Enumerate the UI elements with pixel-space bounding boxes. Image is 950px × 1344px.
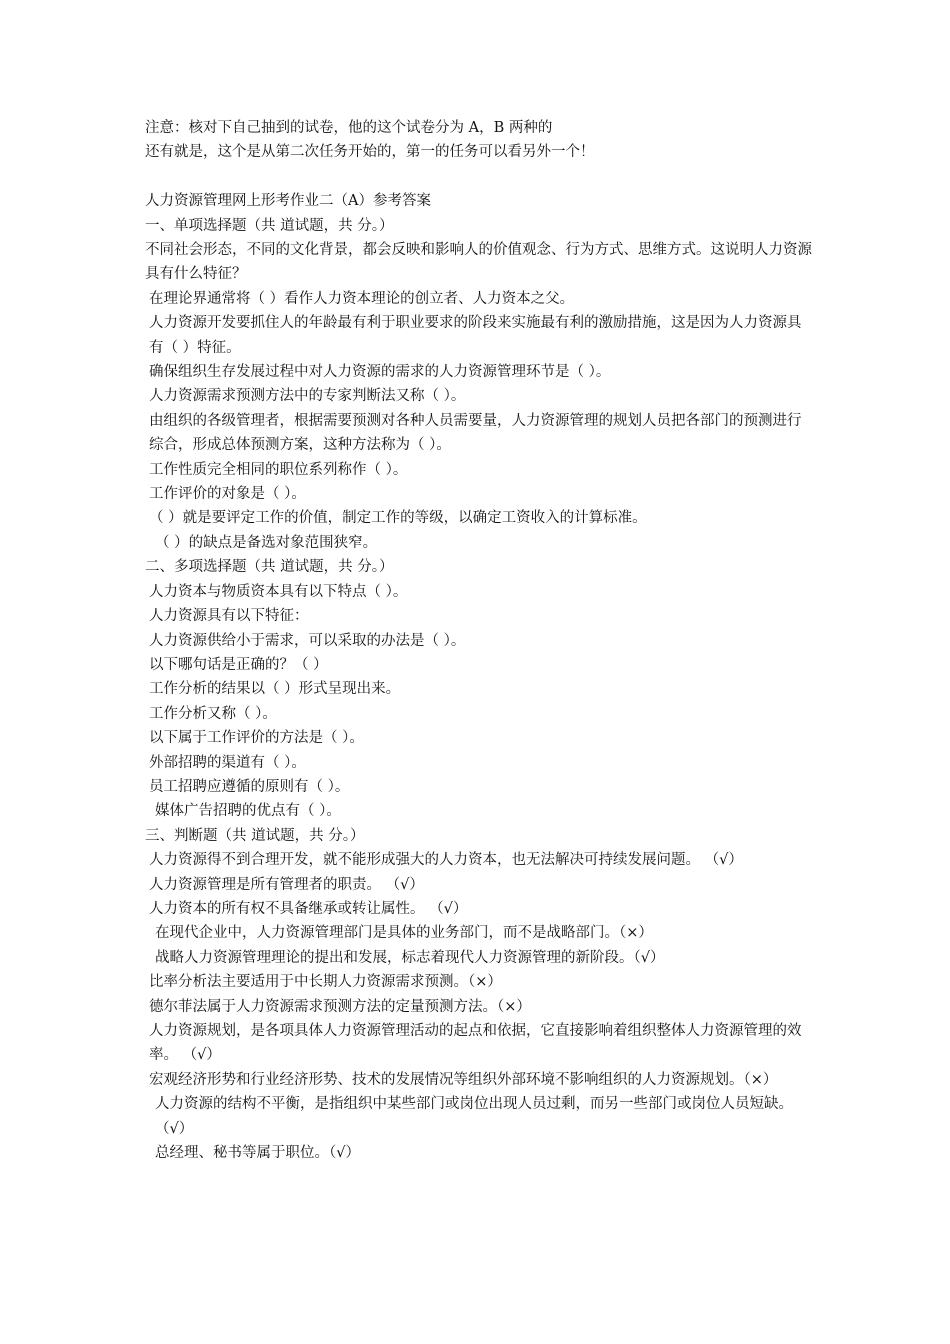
question-1-1: 不同社会形态，不同的文化背景，都会反映和影响人的价值观念、行为方式、思维方式。这说明人力资源具有什么特征？ bbox=[145, 242, 812, 283]
question-2-4: 以下哪句话是正确的？（ ） bbox=[149, 656, 328, 673]
statement-3-10: 人力资源的结构不平衡，是指组织中某些部门或岗位出现人员过剩，而另一些部门或岗位人员短缺。 （√） bbox=[155, 1096, 793, 1137]
question-2-3: 人力资源供给小于需求，可以采取的办法是（ ）。 bbox=[149, 632, 466, 649]
question-2-9: 员工招聘应遵循的原则有（ ）。 bbox=[149, 778, 350, 795]
statement-3-7: 德尔菲法属于人力资源需求预测方法的定量预测方法。（×） bbox=[149, 998, 531, 1015]
question-1-6: 由组织的各级管理者，根据需要预测对各种人员需要量，人力资源管理的规划人员把各部门的预测进行综合，形成总体预测方案，这种方法称为（ ）。 bbox=[149, 412, 802, 454]
question-1-4: 确保组织生存发展过程中对人力资源的需求的人力资源管理环节是（ ）。 bbox=[149, 364, 611, 381]
question-2-2: 人力资源具有以下特征： bbox=[149, 608, 309, 625]
statement-3-5: 战略人力资源管理理论的提出和发展，标志着现代人力资源管理的新阶段。（√） bbox=[155, 949, 665, 966]
section3-heading: 三、判断题（共 道试题，共 分。） bbox=[145, 827, 365, 844]
spacer bbox=[145, 165, 815, 189]
question-1-10: （ ）的缺点是备选对象范围狭窄。 bbox=[155, 534, 378, 551]
statement-3-2: 人力资源管理是所有管理者的职责。 （√） bbox=[149, 876, 424, 893]
statement-3-1: 人力资源得不到合理开发，就不能形成强大的人力资本，也无法解决可持续发展问题。 （√） bbox=[149, 852, 743, 869]
question-1-2: 在理论界通常将（ ）看作人力资本理论的创立者、人力资本之父。 bbox=[149, 290, 575, 307]
statement-3-11: 总经理、秘书等属于职位。（√） bbox=[155, 1145, 360, 1162]
question-2-6: 工作分析又称（ ）。 bbox=[149, 705, 277, 722]
section1-heading: 一、单项选择题（共 道试题，共 分。） bbox=[145, 217, 394, 234]
notice-line-2: 还有就是，这个是从第二次任务开始的，第一的任务可以看另外一个！ bbox=[145, 144, 595, 161]
question-2-8: 外部招聘的渠道有（ ）。 bbox=[149, 754, 306, 771]
document-title: 人力资源管理网上形考作业二（A）参考答案 bbox=[145, 193, 431, 210]
question-2-10: 媒体广告招聘的优点有（ ）。 bbox=[155, 803, 341, 820]
statement-3-4: 在现代企业中，人力资源管理部门是具体的业务部门，而不是战略部门。（×） bbox=[155, 925, 653, 942]
statement-3-3: 人力资本的所有权不具备继承或转让属性。 （√） bbox=[149, 900, 468, 917]
question-2-5: 工作分析的结果以（ ）形式呈现出来。 bbox=[149, 681, 401, 698]
question-1-3: 人力资源开发要抓住人的年龄最有利于职业要求的阶段来实施最有利的激励措施，这是因为人力资源具有（ ）特征。 bbox=[149, 315, 802, 356]
statement-3-9: 宏观经济形势和行业经济形势、技术的发展情况等组织外部环境不影响组织的人力资源规划。（×） bbox=[149, 1071, 778, 1088]
question-1-8: 工作评价的对象是（ ）。 bbox=[149, 486, 306, 503]
notice-line-1: 注意：核对下自己抽到的试卷，他的这个试卷分为 A，B 两种的 bbox=[145, 120, 553, 136]
section2-heading: 二、多项选择题（共 道试题，共 分。） bbox=[145, 559, 394, 576]
question-2-1: 人力资本与物质资本具有以下特点（ ）。 bbox=[149, 583, 408, 600]
question-1-7: 工作性质完全相同的职位系列称作（ ）。 bbox=[149, 461, 408, 478]
question-2-7: 以下属于工作评价的方法是（ ）。 bbox=[149, 730, 364, 747]
document-body bbox=[145, 116, 815, 1165]
statement-3-8: 人力资源规划，是各项具体人力资源管理活动的起点和依据，它直接影响着组织整体人力资源管理的效率。 （√） bbox=[149, 1023, 802, 1064]
question-1-9: （ ）就是要评定工作的价值，制定工作的等级，以确定工资收入的计算标准。 bbox=[149, 510, 647, 527]
question-1-5: 人力资源需求预测方法中的专家判断法又称（ ）。 bbox=[149, 388, 466, 405]
statement-3-6: 比率分析法主要适用于中长期人力资源需求预测。（×） bbox=[149, 974, 502, 991]
